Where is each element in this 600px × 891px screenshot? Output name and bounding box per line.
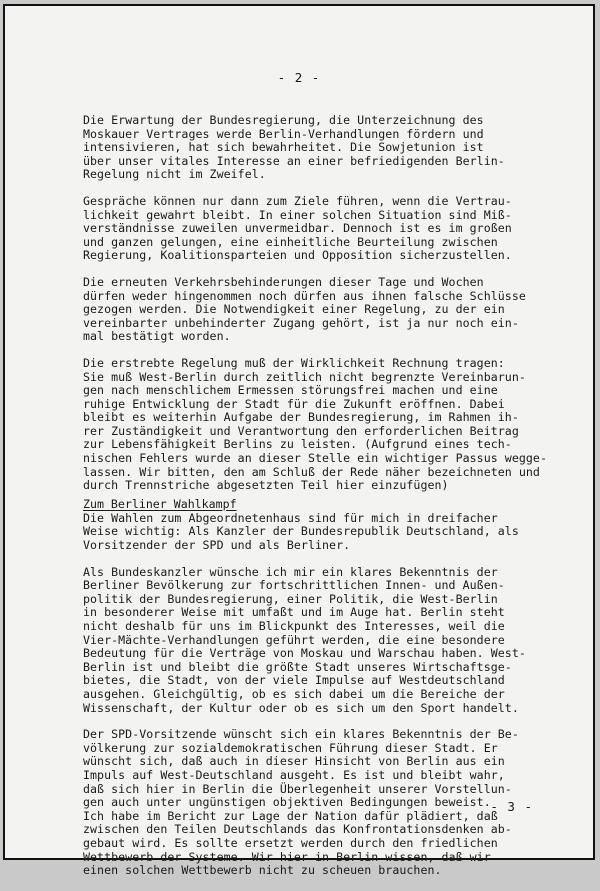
paragraph-traffic-obstructions (83, 276, 553, 344)
page-number: - 2 - (277, 70, 321, 85)
text-line: daß sich hier in Berlin die Überlegenheit unserer Vorstellun- (83, 781, 512, 796)
text-line: einen solchen Wettbewerb nicht zu scheuen brauchen. (83, 863, 442, 878)
text-line: gebaut wird. Es sollte ersetzt werden durch den friedlichen (83, 835, 498, 850)
text-line: Impuls auf West-Deutschland ausgeht. Es ist und bleibt wahr, (83, 767, 505, 782)
text-line: verständnisse zuweilen unvermeidbar. Dennoch ist es im großen (83, 221, 512, 236)
text-line: und ganzen gelungen, eine einheitliche Beurteilung zwischen (83, 234, 498, 249)
text-line: bleibt es weiterhin Aufgabe der Bundesregierung, im Rahmen ih- (83, 410, 519, 425)
text-line: mal bestätigt worden. (83, 329, 231, 344)
text-line: politik der Bundesregierung, einer Politik, die West-Berlin (83, 591, 498, 606)
paragraph-desired-settlement (83, 357, 553, 493)
text-line: Die Erwartung der Bundesregierung, die Unterzeichnung des (83, 113, 484, 127)
text-line: ruhige Entwicklung der Stadt für die Zukunft eröffnen. Dabei (83, 396, 505, 411)
text-line: Wettbewerb der Systeme. Wir hier in Berlin wissen, daß wir (83, 849, 491, 864)
text-line: Vier-Mächte-Verhandlungen geführt werden, die eine besondere (83, 632, 505, 647)
paragraph-chancellor (83, 566, 553, 716)
section-heading: Zum Berliner Wahlkampf (83, 496, 237, 511)
paragraph-confidentiality (83, 195, 553, 263)
text-line: Bedeutung für die Verträge von Moskau und Warschau haben. West- (83, 646, 526, 661)
text-line: Weise wichtig: Als Kanzler der Bundesrepublik Deutschland, als (83, 524, 519, 539)
text-line: Berlin ist und bleibt die größte Stadt unseres Wirtschaftsge- (83, 659, 512, 674)
section-heading-row (83, 493, 553, 512)
text-line: Regierung, Koalitionsparteien und Opposition sicherzustellen. (83, 248, 512, 263)
text-line: Der SPD-Vorsitzende wünscht sich ein klares Bekenntnis der Be- (83, 727, 519, 742)
text-line: rer Zuständigkeit und Verantwortung den erforderlichen Beitrag (83, 423, 519, 438)
text-line: über unser vitales Interesse an einer befriedigenden Berlin- (83, 153, 505, 168)
text-line: lichkeit gewahrt bleibt. In einer solchen Situation sind Miß- (83, 207, 512, 222)
text-line: Wissenschaft, der Kultur oder ob es sich um den Sport handelt. (83, 700, 519, 715)
text-line: wünscht sich, daß auch in dieser Hinsicht von Berlin aus ein (83, 754, 505, 769)
text-line: Berliner Bevölkerung zur fortschrittlichen Innen- und Außen- (83, 578, 505, 593)
paragraph-spd-chairman (83, 728, 553, 878)
body-text (83, 114, 553, 891)
text-line: zur Lebensfähigkeit Berlins zu leisten. (Aufgrund eines tech- (83, 437, 512, 452)
text-line: Ich habe im Bericht zur Lage der Nation dafür plädiert, daß (83, 808, 498, 823)
text-line: Moskauer Vertrages werde Berlin-Verhandlungen fördern und (83, 126, 484, 141)
text-line: gen auch unter ungünstigen objektiven Bedingungen beweist. (83, 795, 491, 810)
text-line: nischen Fehlers wurde an dieser Stelle ein wichtiger Passus wegge- (83, 451, 547, 466)
text-line: Die erstrebte Regelung muß der Wirklichkeit Rechnung tragen: (83, 355, 505, 370)
text-line: Regelung nicht im Zweifel. (83, 167, 266, 182)
text-line: völkerung zur sozialdemokratischen Führung dieser Stadt. Er (83, 740, 498, 755)
text-line: Als Bundeskanzler wünsche ich mir ein klares Bekenntnis der (83, 564, 498, 579)
text-line: gen nach menschlichem Ermessen störungsfrei machen und eine (83, 383, 498, 398)
text-line: zwischen den Teilen Deutschlands das Konfrontationsdenken ab- (83, 822, 512, 837)
text-line: vereinbarter unbehinderter Zugang gehört, ist ja nur noch ein- (83, 315, 519, 330)
text-line: Die erneuten Verkehrsbehinderungen dieser Tage und Wochen (83, 274, 484, 289)
text-line: bietes, die Stadt, von der viele Impulse auf Westdeutschland (83, 673, 505, 688)
text-line: Vorsitzender der SPD und als Berliner. (83, 538, 351, 553)
text-line: Gespräche können nur dann zum Ziele führen, wenn die Vertrau- (83, 193, 512, 208)
text-line: dürfen weder hingenommen noch dürfen aus ihnen falsche Schlüsse (83, 288, 526, 303)
text-line: nicht deshalb für uns im Blickpunkt des Interesses, weil die (83, 619, 505, 633)
text-line: intensivieren, hat sich bewahrheitet. Die Sowjetunion ist (83, 140, 484, 155)
text-line: lassen. Wir bitten, den am Schluß der Rede näher bezeichneten und (83, 464, 540, 479)
text-line: durch Trennstriche abgesetzten Teil hier einzufügen) (83, 478, 449, 493)
document-page (3, 4, 595, 878)
text-line: Die Wahlen zum Abgeordnetenhaus sind für mich in dreifacher (83, 510, 498, 525)
text-line: Sie muß West-Berlin durch zeitlich nicht begrenzte Vereinbarun- (83, 369, 526, 384)
footer-page-number: - 3 - (490, 799, 533, 814)
text-line: in besonderer Weise mit umfaßt und im Auge hat. Berlin steht (83, 605, 505, 620)
text-line: ausgehen. Gleichgültig, ob es sich dabei um die Bereiche der (83, 686, 505, 701)
paragraph-elections (83, 512, 553, 553)
paragraph-berlin-negotiations (83, 114, 553, 182)
text-line: gezogen werden. Die Notwendigkeit einer Regelung, zu der ein (83, 302, 505, 317)
